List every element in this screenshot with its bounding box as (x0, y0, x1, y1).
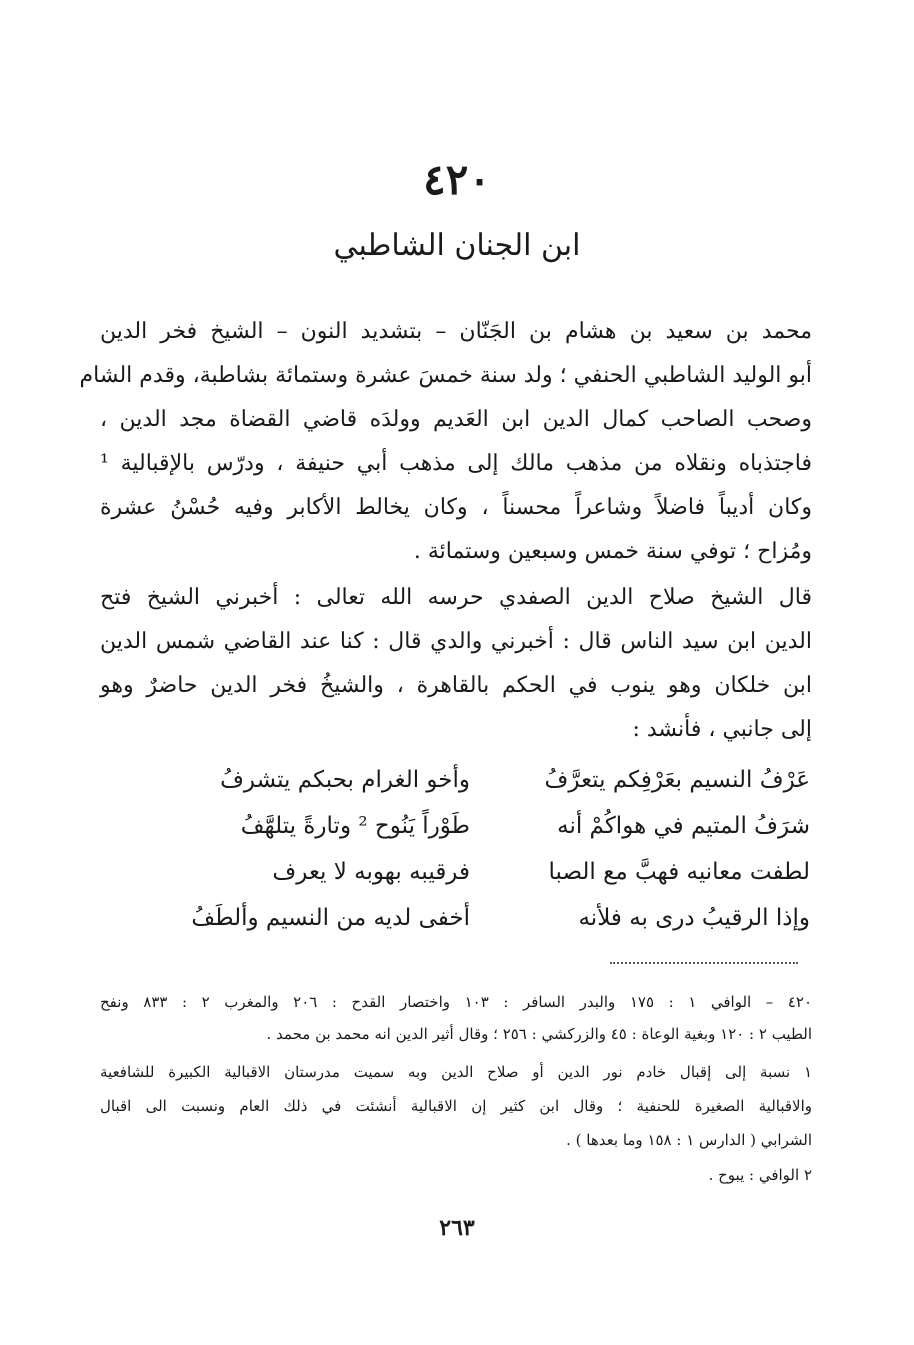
poem-verse (140, 850, 810, 894)
verse-second-hemistich: فرقيبه بهوبه لا يعرف (272, 859, 470, 885)
footnote-line: ٢ الوافي : يبوح . (708, 1166, 812, 1184)
verse-first-hemistich: شرَفُ المتيم في هواكُمْ أنه (557, 813, 810, 839)
anecdote-line: الدين ابن سيد الناس قال : أخبرني والدي قال : كنا عند القاضي شمس الدين (100, 629, 812, 654)
biography-line: فاجتذباه ونقلاه من مذهب مالك إلى مذهب أبي حنيفة ، ودرّس بالإقبالية ¹ (100, 451, 812, 476)
footnote-line: والاقبالية الصغيرة للحنفية ؛ وقال ابن كثير إن الاقبالية أنشئت في ذلك العام ونسبت الى اقبال (100, 1097, 812, 1115)
biography-line: وكان أديباً فاضلاً وشاعراً محسناً ، وكان يخالط الأكابر وفيه حُسْنُ عشرة (100, 495, 812, 520)
verse-second-hemistich: طَوْراً يَنُوح ² وتارةً يتلهَّفُ (240, 813, 470, 839)
biography-line: وصحب الصاحب كمال الدين ابن العَديم وولدَه قاضي القضاة مجد الدين ، (100, 407, 812, 432)
footnote-line: ١ نسبة إلى إقبال خادم نور الدين أو صلاح الدين وبه سميت مدرستان الاقبالية الكبيرة للشافعية (100, 1063, 812, 1081)
entry-number: ٤٢٠ (423, 155, 491, 204)
verse-first-hemistich: وإذا الرقيبُ درى به فلأنه (578, 905, 810, 931)
verse-first-hemistich: لطفت معانيه فهبَّ مع الصبا (548, 859, 810, 885)
page-number: ٢٦٣ (439, 1215, 475, 1241)
anecdote-line: إلى جانبي ، فأنشد : (632, 717, 812, 742)
poem-verse (140, 804, 810, 848)
biography-line: ومُزاح ؛ توفي سنة خمس وسبعين وستمائة . (413, 539, 812, 564)
biography-line: محمد بن سعيد بن هشام بن الجَنّان – بتشديد النون – الشيخ فخر الدين (100, 319, 812, 344)
anecdote-line: ابن خلكان وهو ينوب في الحكم بالقاهرة ، والشيخُ فخر الدين حاضرٌ وهو (100, 673, 812, 698)
footnote-line: الشرابي ( الدارس ١ : ١٥٨ وما بعدها ) . (566, 1131, 812, 1149)
footnote-line: الطيب ٢ : ١٢٠ وبغية الوعاة : ٤٥ والزركشي : ٢٥٦ ؛ وقال أثير الدين انه محمد بن محمد . (266, 1025, 812, 1043)
footnote-separator (610, 962, 798, 964)
verse-first-hemistich: عَرْفُ النسيم بعَرْفِكم يتعرَّفُ (544, 767, 810, 793)
biography-line: أبو الوليد الشاطبي الحنفي ؛ ولد سنة خمسَ عشرة وستمائة بشاطبة، وقدم الشام (79, 363, 812, 388)
entry-title: ابن الجنان الشاطبي (333, 228, 581, 263)
verse-second-hemistich: أخفى لديه من النسيم وألطَفُ (191, 905, 470, 931)
poem-verse (140, 758, 810, 802)
anecdote-line: قال الشيخ صلاح الدين الصفدي حرسه الله تعالى : أخبرني الشيخ فتح (100, 585, 813, 610)
poem-verse (140, 896, 810, 940)
verse-second-hemistich: وأخو الغرام بحبكم يتشرفُ (220, 767, 470, 793)
footnote-line: ٤٢٠ – الوافي ١ : ١٧٥ والبدر السافر : ١٠٣ واختصار القدح : ٢٠٦ والمغرب ٢ : ٨٣٣ ونفح (100, 993, 813, 1011)
